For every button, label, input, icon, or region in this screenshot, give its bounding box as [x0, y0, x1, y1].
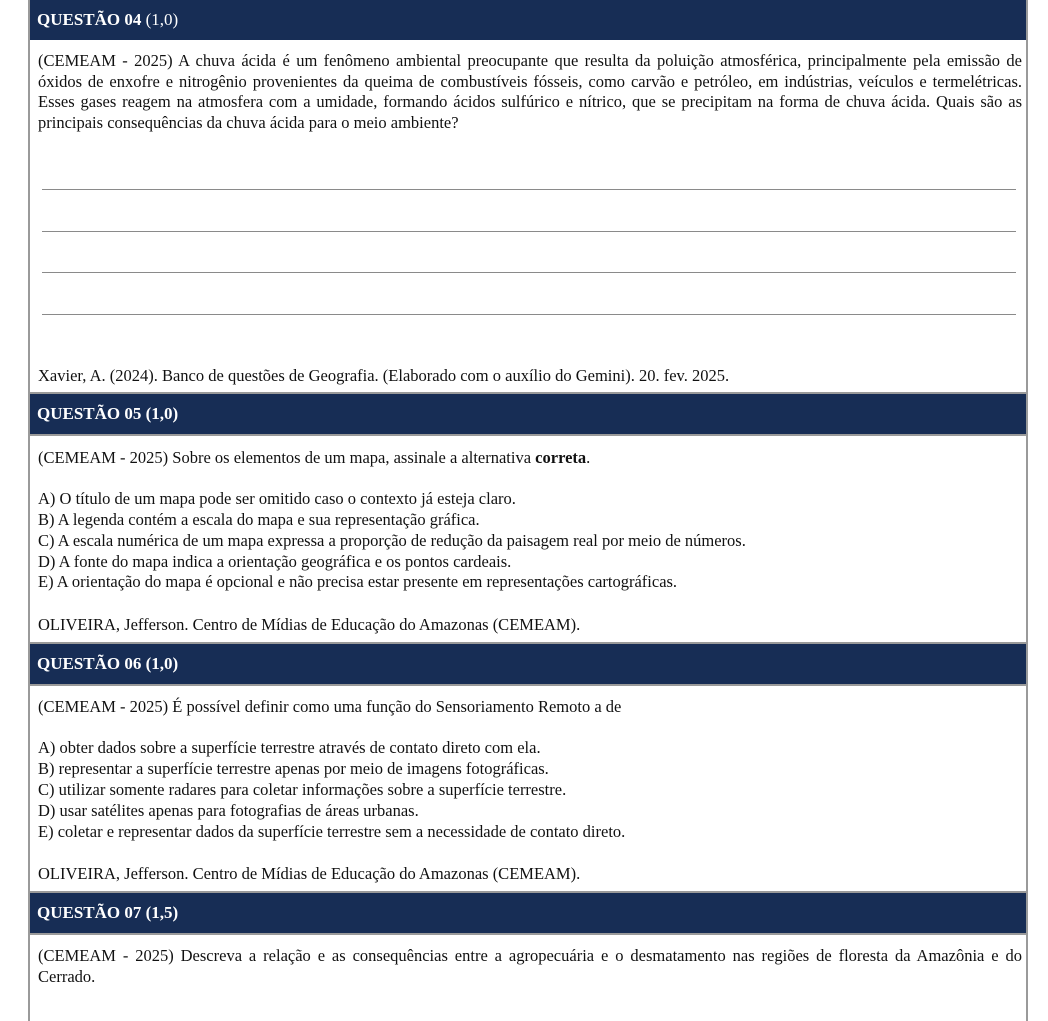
divider	[30, 933, 1026, 935]
question-06-option-a[interactable]: A) obter dados sobre a superfície terrestre através de contato direto com ela.	[38, 738, 541, 757]
question-07-title: QUESTÃO 07	[37, 903, 142, 922]
divider	[30, 684, 1026, 686]
answer-line[interactable]	[42, 314, 1016, 315]
question-07-header	[30, 893, 1026, 933]
question-05-option-b[interactable]: B) A legenda contém a escala do mapa e sua representação gráfica.	[38, 510, 480, 529]
question-06-option-b[interactable]: B) representar a superfície terrestre apenas por meio de imagens fotográficas.	[38, 759, 549, 778]
answer-line[interactable]	[42, 272, 1016, 273]
question-04-header	[30, 0, 1026, 40]
question-05-option-c[interactable]: C) A escala numérica de um mapa expressa a proporção de redução da paisagem real por meio de números.	[38, 531, 746, 550]
question-06-header	[30, 644, 1026, 684]
question-05-option-a[interactable]: A) O título de um mapa pode ser omitido caso o contexto já esteja claro.	[38, 489, 516, 508]
divider	[30, 434, 1026, 436]
question-07-points: (1,5)	[141, 903, 179, 922]
question-05-option-e[interactable]: E) A orientação do mapa é opcional e não precisa estar presente em representações cartográficas.	[38, 572, 678, 591]
question-06-option-e[interactable]: E) coletar e representar dados da superfície terrestre sem a necessidade de contato direto.	[38, 822, 626, 841]
exam-page	[28, 0, 1028, 1021]
question-05-option-d[interactable]: D) A fonte do mapa indica a orientação geográfica e os pontos cardeais.	[38, 552, 512, 571]
answer-line[interactable]	[42, 231, 1016, 232]
question-06-option-c[interactable]: C) utilizar somente radares para coletar informações sobre a superfície terrestre.	[38, 780, 567, 799]
question-05-prompt-text: (CEMEAM - 2025) Sobre os elementos de um mapa, assinale a alternativa	[38, 448, 536, 467]
question-05-header	[30, 394, 1026, 434]
question-06-prompt: (CEMEAM - 2025) É possível definir como uma função do Sensoriamento Remoto a de	[38, 697, 622, 716]
answer-line[interactable]	[42, 189, 1016, 190]
question-07-prompt: (CEMEAM - 2025) Descreva a relação e as consequências entre a agropecuária e o desmatamento nas regiões de floresta da Amazônia e do Cerrado.	[38, 946, 1022, 986]
question-05-points: (1,0)	[141, 404, 179, 423]
question-05-prompt-end: .	[586, 448, 591, 467]
question-05-prompt	[38, 448, 590, 468]
question-04-prompt: (CEMEAM - 2025) A chuva ácida é um fenômeno ambiental preocupante que resulta da poluição atmosférica, principalmente pela emissão de óxidos de enxofre e nitrogênio provenientes da queima de combustíveis fósseis, como carvão e petróleo, em indústrias, veículos e termelétricas. Esses gases reagem na atmosfera com a umidade, formando ácidos sulfúrico e nítrico, que se precipitam na forma de chuva ácida. Quais são as principais consequências da chuva ácida para o meio ambiente?	[38, 51, 1022, 132]
question-05-prompt-emphasis: correta	[535, 448, 587, 467]
question-05-title: QUESTÃO 05	[37, 404, 142, 423]
question-05-source: OLIVEIRA, Jefferson. Centro de Mídias de Educação do Amazonas (CEMEAM).	[38, 615, 581, 634]
question-06-option-d[interactable]: D) usar satélites apenas para fotografias de áreas urbanas.	[38, 801, 419, 820]
question-04-points: (1,0)	[141, 10, 179, 29]
question-04-title: QUESTÃO 04	[37, 10, 142, 29]
question-06-title: QUESTÃO 06	[37, 654, 142, 673]
question-06-source: OLIVEIRA, Jefferson. Centro de Mídias de Educação do Amazonas (CEMEAM).	[38, 864, 581, 883]
question-06-points: (1,0)	[141, 654, 179, 673]
question-04-source: Xavier, A. (2024). Banco de questões de Geografia. (Elaborado com o auxílio do Gemini). 20. fev. 2025.	[38, 366, 730, 385]
